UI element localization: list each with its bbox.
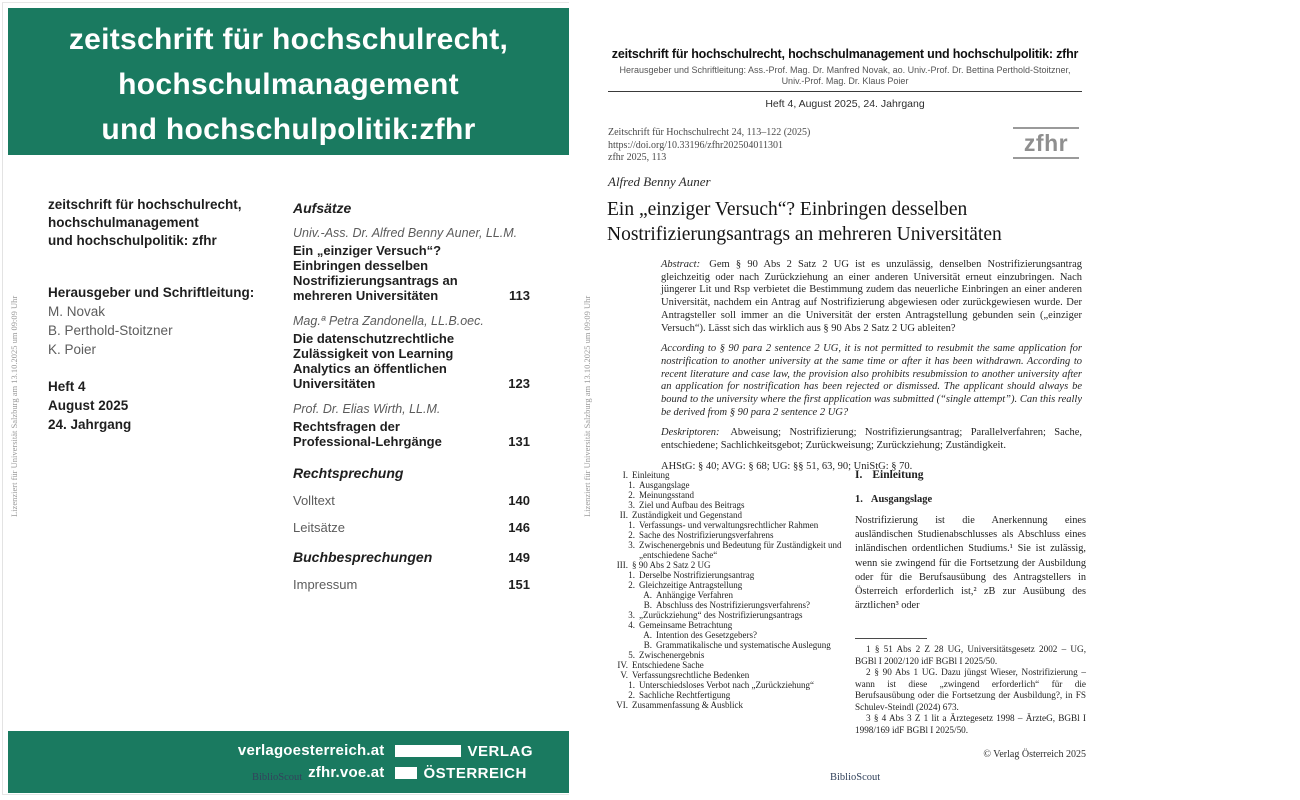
abstract-label: Abstract: bbox=[661, 259, 701, 270]
toc-section-aufsaetze: Aufsätze bbox=[293, 200, 352, 216]
article-body-column bbox=[855, 469, 1086, 736]
article-title-line: Nostrifizierungsantrags an mehreren Universitäten bbox=[607, 224, 1002, 245]
footnote-rule bbox=[855, 638, 927, 639]
table-of-contents bbox=[293, 200, 530, 592]
outline-item bbox=[608, 680, 855, 690]
cover-banner-line-1: zeitschrift für hochschulrecht, bbox=[68, 23, 509, 56]
toc-article-page: 113 bbox=[509, 288, 530, 303]
outline-item-text: Ziel und Aufbau des Beitrags bbox=[639, 500, 745, 510]
outline-item-number: I. bbox=[622, 470, 628, 480]
zfhr-logo-text: zfhr bbox=[1023, 130, 1069, 156]
section-title: Einleitung bbox=[872, 469, 924, 481]
outline-item-number: 2. bbox=[628, 690, 635, 700]
deskriptoren-text: Abweisung; Nostrifizierung; Nostrifizierungsantrag; Parallelverfahren; Sache, entschiedene; Sachlichkeitsgebot; Zurückweisung; Zurückziehung; Zuständigkeit. bbox=[661, 427, 1082, 452]
cover-issue-block bbox=[48, 377, 280, 434]
outline-item bbox=[608, 630, 855, 640]
outline-item bbox=[608, 670, 855, 680]
journal-name-line: und hochschulpolitik: zfhr bbox=[48, 233, 217, 248]
outline-item bbox=[608, 700, 855, 710]
abstract-german-text: Gem § 90 Abs 2 Satz 2 UG ist es unzulässig, denselben Nostrifizierungsantrag gleichzeitig oder nach Zurückziehung an einer anderen Universität erneut einzubringen. Nach jüngerer Lit und Rsp verbietet die Bestimmung zudem das neuerliche Einbringen an einer anderen Universität, nachdem ein Antrag auf Nostrifizierung abgewiesen oder zurückgewiesen wurde. Der Antragsteller soll immer an die Universität der ersten Antragstellung gebunden sein („einziger Versuch“). Lässt sich das wirklich aus § 90 Abs 2 Satz 2 UG ableiten? bbox=[661, 259, 1082, 334]
outline-item-number: 4. bbox=[628, 620, 635, 630]
outline-item bbox=[608, 570, 855, 580]
outline-item bbox=[608, 650, 855, 660]
outline-item-text: Zwischenergebnis und Bedeutung für Zuständigkeit und „entschiedene Sache“ bbox=[639, 540, 842, 560]
outline-item bbox=[608, 510, 855, 520]
outline-item bbox=[608, 530, 855, 540]
outline-item-text: „Zurückziehung“ des Nostrifizierungsantrags bbox=[639, 610, 803, 620]
outline-item-number: 1. bbox=[628, 520, 635, 530]
outline-item bbox=[608, 590, 855, 600]
toc-article-entry bbox=[293, 226, 530, 303]
cover-journal-name bbox=[48, 196, 280, 250]
page-edge-left bbox=[2, 2, 3, 795]
header-journal-title: zeitschrift für hochschulrecht, hochschulmanagement und hochschulpolitik: zfhr bbox=[611, 47, 1079, 61]
editor-name: K. Poier bbox=[48, 342, 97, 357]
logo-word-verlag: VERLAG bbox=[467, 742, 533, 760]
toc-buchbesprechungen-page: 149 bbox=[508, 550, 530, 565]
outline-item-text: Gemeinsame Betrachtung bbox=[639, 620, 733, 630]
toc-section-buchbesprechungen: Buchbesprechungen bbox=[293, 549, 433, 565]
cover-editors-block bbox=[48, 283, 280, 359]
abstract-german bbox=[661, 259, 1082, 335]
outline-item bbox=[608, 520, 855, 530]
toc-impressum-row bbox=[293, 577, 530, 592]
subsection-title: Ausgangslage bbox=[870, 494, 933, 505]
outline-item-number: B. bbox=[643, 600, 652, 610]
body-paragraph: Nostrifizierung ist die Anerkennung eines ausländischen Studienabschlusses als Abschluss eines inländischen ordentlichen Studiums.¹ Sie ist zulässig, wenn sie zwingend für die Fortsetzung der Ausbildung oder für die Berufsausübung des Antragstellers in Österreich erforderlich ist,² zB zur Ausübung des ärztlichen³ oder bbox=[855, 515, 1086, 612]
toc-rechtsprechung-list bbox=[293, 493, 530, 535]
outline-item-text: Verfassungs- und verwaltungsrechtlicher Rahmen bbox=[639, 520, 819, 530]
toc-article-author: Univ.-Ass. Dr. Alfred Benny Auner, LL.M. bbox=[293, 226, 518, 240]
outline-item-text: Entschiedene Sache bbox=[632, 660, 704, 670]
logo-row bbox=[395, 740, 533, 762]
page-edge-top bbox=[2, 2, 569, 3]
publisher-url-link[interactable]: verlagoesterreich.at bbox=[237, 742, 385, 759]
outline-item-text: Ausgangslage bbox=[639, 480, 690, 490]
outline-item-number: 1. bbox=[628, 480, 635, 490]
toc-rechtsprechung-row bbox=[293, 520, 530, 535]
outline-item-text: Anhängige Verfahren bbox=[656, 590, 734, 600]
outline-item-text: Sachliche Rechtfertigung bbox=[639, 690, 731, 700]
outline-item-text: § 90 Abs 2 Satz 2 UG bbox=[632, 560, 711, 570]
footnote: 1 § 51 Abs 2 Z 28 UG, Universitätsgesetz 2002 – UG, BGBl I 2002/120 idF BGBl I 2025/50. bbox=[855, 644, 1086, 666]
footnote: 2 § 90 Abs 1 UG. Dazu jüngst Wieser, Nostrifizierung – wann ist diese „zwingend erforderlich“ für die Berufsausübung oder die Fortsetzung der Ausbildung?, in FS Schulev-Steindl (2024) 673. bbox=[855, 667, 1086, 712]
toc-article-author: Prof. Dr. Elias Wirth, LL.M. bbox=[293, 402, 441, 416]
outline-item-number: A. bbox=[643, 630, 652, 640]
header-rule bbox=[608, 91, 1082, 92]
toc-impressum-label: Impressum bbox=[293, 577, 358, 592]
outline-item bbox=[608, 580, 855, 590]
outline-item bbox=[608, 490, 855, 500]
cover-banner bbox=[8, 8, 569, 155]
outline-item-number: 1. bbox=[628, 570, 635, 580]
toc-section-buchbesprechungen-row bbox=[293, 549, 530, 565]
logo-bar-icon bbox=[395, 745, 461, 757]
cover-info-column bbox=[48, 196, 280, 434]
outline-item bbox=[608, 540, 855, 560]
outline-item-text: Zusammenfassung & Ausblick bbox=[632, 700, 743, 710]
outline-item-number: 3. bbox=[628, 610, 635, 620]
doi-link[interactable]: https://doi.org/10.33196/zfhr202504011301 bbox=[608, 139, 783, 151]
outline-item bbox=[608, 660, 855, 670]
abstract-english: According to § 90 para 2 sentence 2 UG, it is not permitted to resubmit the same application for nostrification to another university at the same time or after it has been withdrawn. According to recent literature and case law, the provision also prohibits resubmission to another university after an application for nostrification has been rejected or dismissed. The applicant should always be bound to the university where the first application was submitted (“single attempt”). Can this really be derived from § 90 para 2 sentence 2 UG? bbox=[661, 343, 1082, 418]
article-outline bbox=[608, 470, 855, 710]
abstract-block bbox=[661, 259, 1082, 474]
header-issue-line: Heft 4, August 2025, 24. Jahrgang bbox=[765, 98, 925, 110]
deskriptoren-label: Deskriptoren: bbox=[661, 427, 720, 439]
outline-item-number: 3. bbox=[628, 500, 635, 510]
outline-item-number: 1. bbox=[628, 680, 635, 690]
editor-name: B. Perthold-Stoitzner bbox=[48, 323, 173, 338]
deskriptoren bbox=[661, 427, 1082, 452]
editor-name: M. Novak bbox=[48, 304, 106, 319]
page-edge-bottom bbox=[2, 794, 569, 795]
biblioscout-watermark: BiblioScout bbox=[830, 772, 881, 783]
outline-item-text: Grammatikalische und systematische Auslegung bbox=[656, 640, 831, 650]
zfhr-logo bbox=[1013, 127, 1079, 159]
outline-item bbox=[608, 480, 855, 490]
outline-item-text: Intention des Gesetzgebers? bbox=[656, 630, 757, 640]
footnote: 3 § 4 Abs 3 Z 1 lit a Ärztegesetz 1998 – ÄrzteG, BGBl I 1998/169 idF BGBl I 2025/50. bbox=[855, 713, 1086, 735]
cited-norms: AHStG: § 40; AVG: § 68; UG: §§ 51, 63, 90; UniStG: § 70. bbox=[661, 460, 913, 472]
outline-item-number: VI. bbox=[616, 700, 628, 710]
cover-footer bbox=[8, 731, 569, 793]
outline-item-number: III. bbox=[616, 560, 628, 570]
outline-item-number: A. bbox=[643, 590, 652, 600]
toc-article-title-row bbox=[293, 243, 530, 303]
issue-volume: 24. Jahrgang bbox=[48, 417, 132, 432]
article-author: Alfred Benny Auner bbox=[608, 174, 711, 189]
cover-banner-line-3: und hochschulpolitik:zfhr bbox=[101, 113, 476, 146]
outline-item bbox=[608, 500, 855, 510]
biblioscout-watermark: BiblioScout bbox=[252, 772, 303, 783]
toc-row-label: Volltext bbox=[293, 493, 335, 508]
logo-word-oesterreich: ÖSTERREICH bbox=[423, 764, 527, 782]
journal-name-line: zeitschrift für hochschulrecht, bbox=[48, 197, 242, 212]
journal-name-line: hochschulmanagement bbox=[48, 215, 199, 230]
toc-row-page: 140 bbox=[508, 493, 530, 508]
outline-item bbox=[608, 640, 855, 650]
outline-item-number: IV. bbox=[617, 660, 628, 670]
header-editors-line: Herausgeber und Schriftleitung: Ass.-Prof. Mag. Dr. Manfred Novak, ao. Univ.-Prof. Dr. Bettina Perthold-Stoitzner, bbox=[619, 65, 1071, 75]
subsection-heading bbox=[855, 494, 1086, 505]
license-watermark: Lizenziert für Universität Salzburg am 13.10.2025 um 09:09 Uhr bbox=[582, 295, 592, 517]
outline-item-text: Gleichzeitige Antragstellung bbox=[639, 580, 743, 590]
editors-heading: Herausgeber und Schriftleitung: bbox=[48, 285, 255, 300]
section-number: I. bbox=[855, 469, 863, 481]
outline-item-text: Zwischenergebnis bbox=[639, 650, 705, 660]
outline-item-text: Zuständigkeit und Gegenstand bbox=[632, 510, 742, 520]
outline-item-text: Meinungsstand bbox=[639, 490, 694, 500]
toc-article-title: Ein „einziger Versuch“? Einbringen desselben Nostrifizierungsantrags an mehreren Universitäten bbox=[293, 243, 458, 303]
subsection-number: 1. bbox=[855, 494, 863, 505]
section-heading bbox=[855, 469, 1086, 481]
issue-date: August 2025 bbox=[48, 398, 129, 413]
issue-number: Heft 4 bbox=[48, 379, 86, 394]
header-editors bbox=[608, 65, 1082, 87]
header-editors-line: Univ.-Prof. Mag. Dr. Klaus Poier bbox=[781, 76, 909, 86]
outline-item-number: 2. bbox=[628, 490, 635, 500]
toc-article-title-row bbox=[293, 419, 530, 449]
outline-item-number: II. bbox=[619, 510, 628, 520]
outline-item bbox=[608, 620, 855, 630]
toc-impressum-page: 151 bbox=[508, 577, 530, 592]
logo-row bbox=[395, 762, 533, 784]
outline-item-text: Verfassungsrechtliche Bedenken bbox=[632, 670, 750, 680]
outline-item bbox=[608, 470, 855, 480]
article-page-header bbox=[608, 47, 1082, 110]
citation-short: zfhr 2025, 113 bbox=[608, 152, 667, 163]
outline-item bbox=[608, 600, 855, 610]
logo-bar-icon bbox=[395, 767, 417, 779]
outline-item-text: Derselbe Nostrifizierungsantrag bbox=[639, 570, 755, 580]
cover-banner-line-2: hochschulmanagement bbox=[118, 68, 459, 101]
toc-article-title: Die datenschutzrechtliche Zulässigkeit von Learning Analytics an öffentlichen Universitäten bbox=[293, 331, 455, 391]
outline-item-text: Sache des Nostrifizierungsverfahrens bbox=[639, 530, 774, 540]
toc-article-page: 123 bbox=[508, 376, 530, 391]
verlag-oesterreich-logo bbox=[395, 740, 533, 784]
outline-item-text: Unterschiedsloses Verbot nach „Zurückziehung“ bbox=[639, 680, 815, 690]
outline-item-number: 2. bbox=[628, 580, 635, 590]
toc-rechtsprechung-row bbox=[293, 493, 530, 508]
toc-article-title-row bbox=[293, 331, 530, 391]
toc-article-page: 131 bbox=[508, 434, 530, 449]
citation-block bbox=[608, 127, 810, 165]
outline-item-text: Abschluss des Nostrifizierungsverfahrens? bbox=[656, 600, 810, 610]
copyright-notice: © Verlag Österreich 2025 bbox=[983, 749, 1086, 760]
outline-item-number: V. bbox=[620, 670, 628, 680]
outline-item-text: Einleitung bbox=[632, 470, 670, 480]
citation-line: Zeitschrift für Hochschulrecht 24, 113–122 (2025) bbox=[608, 127, 811, 138]
article-title-line: Ein „einziger Versuch“? Einbringen desselben bbox=[607, 199, 968, 220]
toc-article-author: Mag.ª Petra Zandonella, LL.B.oec. bbox=[293, 314, 484, 328]
toc-row-label: Leitsätze bbox=[293, 520, 346, 535]
outline-item-number: 2. bbox=[628, 530, 635, 540]
outline-item bbox=[608, 690, 855, 700]
toc-section-rechtsprechung: Rechtsprechung bbox=[293, 465, 404, 481]
journal-url-link[interactable]: zfhr.voe.at bbox=[308, 764, 385, 781]
footnote-list bbox=[855, 644, 1086, 736]
article-title bbox=[607, 197, 1089, 247]
toc-article-entry bbox=[293, 402, 530, 449]
outline-item-number: 5. bbox=[628, 650, 635, 660]
toc-article-list bbox=[293, 226, 530, 449]
toc-row-page: 146 bbox=[508, 520, 530, 535]
toc-article-title: Rechtsfragen der Professional-Lehrgänge bbox=[293, 419, 442, 449]
outline-item bbox=[608, 560, 855, 570]
outline-item-number: B. bbox=[643, 640, 652, 650]
outline-item bbox=[608, 610, 855, 620]
outline-item-number: 3. bbox=[628, 540, 635, 550]
toc-article-entry bbox=[293, 314, 530, 391]
license-watermark: Lizenziert für Universität Salzburg am 13.10.2025 um 09:09 Uhr bbox=[9, 295, 19, 517]
